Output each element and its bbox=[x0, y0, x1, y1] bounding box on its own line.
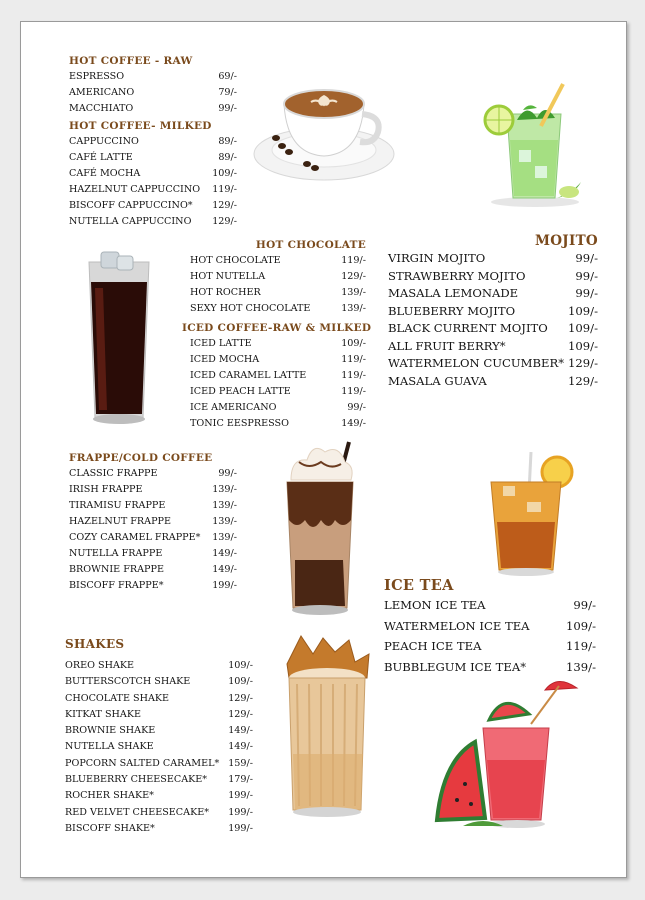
section-shakes bbox=[65, 636, 253, 837]
menu-item bbox=[69, 85, 237, 101]
menu-item bbox=[190, 384, 366, 400]
menu-item bbox=[388, 338, 598, 356]
menu-item bbox=[65, 658, 253, 674]
item-name: PEACH ICE TEA bbox=[384, 639, 482, 653]
menu-item bbox=[190, 336, 366, 352]
menu-item bbox=[190, 352, 366, 368]
item-name: HAZELNUT CAPPUCCINO bbox=[69, 184, 201, 195]
item-name: BLACK CURRENT MOJITO bbox=[388, 321, 548, 335]
biscoff-shake-image bbox=[283, 634, 373, 824]
menu-item bbox=[69, 166, 237, 182]
section-title: FRAPPE/COLD COFFEE bbox=[69, 452, 213, 464]
item-name: MASALA GUAVA bbox=[388, 373, 487, 388]
item-name: ROCHER SHAKE* bbox=[65, 790, 154, 802]
item-name: ICED LATTE bbox=[190, 338, 252, 349]
item-price: 139/- bbox=[212, 500, 237, 511]
menu-item bbox=[388, 250, 598, 268]
item-price: 149/- bbox=[228, 741, 253, 753]
item-price: 129/- bbox=[341, 271, 366, 282]
section-frappe bbox=[69, 451, 237, 594]
item-name: LEMON ICE TEA bbox=[384, 598, 486, 612]
menu-item bbox=[388, 355, 598, 373]
menu-page bbox=[20, 21, 627, 878]
menu-item bbox=[69, 498, 237, 514]
item-price: 129/- bbox=[568, 373, 598, 388]
section-title: ICED COFFEE-RAW & MILKED bbox=[182, 322, 372, 334]
item-price: 99/- bbox=[218, 103, 237, 114]
section-iced-coffee bbox=[182, 321, 372, 432]
menu-item bbox=[69, 134, 237, 150]
item-name: VIRGIN MOJITO bbox=[388, 251, 486, 265]
item-name: MACCHIATO bbox=[69, 103, 134, 114]
frappe-glass-image bbox=[279, 440, 363, 624]
item-price: 199/- bbox=[212, 580, 237, 591]
section-title: SHAKES bbox=[65, 637, 125, 651]
item-name: HOT ROCHER bbox=[190, 287, 261, 298]
item-price: 109/- bbox=[228, 660, 253, 671]
watermelon-drink-image bbox=[433, 680, 579, 832]
menu-item bbox=[190, 269, 366, 285]
section-title: HOT CHOCOLATE bbox=[255, 239, 366, 251]
section-hot-coffee-raw bbox=[69, 54, 237, 117]
menu-item bbox=[69, 150, 237, 166]
menu-item bbox=[65, 788, 253, 804]
menu-item bbox=[69, 198, 237, 214]
menu-item bbox=[69, 530, 237, 546]
item-price: 139/- bbox=[212, 484, 237, 495]
peach-ice-tea-image bbox=[483, 452, 577, 578]
menu-item bbox=[69, 214, 237, 230]
item-name: WATERMELON ICE TEA bbox=[384, 618, 530, 633]
item-price: 69/- bbox=[218, 71, 237, 82]
menu-item bbox=[388, 285, 598, 303]
menu-item bbox=[69, 482, 237, 498]
item-price: 179/- bbox=[228, 774, 253, 786]
item-name: CAFÉ MOCHA bbox=[69, 168, 141, 179]
item-price: 149/- bbox=[341, 418, 366, 429]
item-name: HOT CHOCOLATE bbox=[190, 255, 281, 266]
item-price: 99/- bbox=[218, 468, 237, 479]
item-price: 129/- bbox=[212, 216, 237, 227]
menu-item bbox=[69, 182, 237, 198]
item-name: BROWNIE FRAPPE bbox=[69, 564, 164, 575]
item-price: 129/- bbox=[228, 708, 253, 720]
item-price: 109/- bbox=[566, 618, 596, 633]
menu-item bbox=[190, 253, 366, 269]
section-hot-coffee-milked bbox=[69, 119, 237, 230]
menu-item bbox=[69, 466, 237, 482]
item-price: 199/- bbox=[228, 806, 253, 818]
item-name: CHOCOLATE SHAKE bbox=[65, 692, 170, 704]
item-price: 119/- bbox=[341, 370, 366, 381]
item-price: 109/- bbox=[212, 168, 237, 179]
item-name: ICED PEACH LATTE bbox=[190, 386, 291, 397]
item-name: COZY CARAMEL FRAPPE* bbox=[69, 532, 201, 543]
item-name: BLUEBERRY CHEESECAKE* bbox=[65, 774, 208, 786]
menu-item bbox=[65, 691, 253, 707]
item-name: CLASSIC FRAPPE bbox=[69, 468, 158, 479]
menu-item bbox=[190, 368, 366, 384]
item-price: 139/- bbox=[212, 516, 237, 527]
item-name: ICE AMERICANO bbox=[190, 402, 277, 413]
item-price: 109/- bbox=[568, 338, 598, 353]
item-name: NUTELLA FRAPPE bbox=[69, 548, 163, 559]
item-price: 129/- bbox=[568, 356, 598, 370]
item-name: OREO SHAKE bbox=[65, 660, 135, 671]
menu-item bbox=[65, 674, 253, 690]
item-price: 159/- bbox=[228, 757, 253, 769]
item-price: 109/- bbox=[568, 303, 598, 318]
section-title: HOT COFFEE - RAW bbox=[69, 55, 193, 67]
menu-item bbox=[65, 772, 253, 788]
item-name: CAFÉ LATTE bbox=[69, 152, 133, 163]
item-name: KITKAT SHAKE bbox=[65, 708, 142, 720]
section-ice-tea bbox=[384, 577, 596, 677]
menu-item bbox=[190, 400, 366, 416]
item-name: HAZELNUT FRAPPE bbox=[69, 516, 171, 527]
menu-item bbox=[65, 707, 253, 723]
item-name: ESPRESSO bbox=[69, 71, 125, 82]
item-price: 109/- bbox=[568, 321, 598, 335]
item-price: 89/- bbox=[218, 152, 237, 163]
item-price: 99/- bbox=[347, 402, 366, 413]
menu-item bbox=[388, 268, 598, 286]
item-price: 109/- bbox=[341, 338, 366, 349]
item-price: 139/- bbox=[566, 659, 596, 674]
menu-item bbox=[69, 578, 237, 594]
item-name: TONIC EESPRESSO bbox=[190, 418, 289, 429]
item-name: MASALA LEMONADE bbox=[388, 286, 519, 300]
menu-item bbox=[384, 636, 596, 657]
menu-item bbox=[388, 320, 598, 338]
section-hot-chocolate bbox=[190, 238, 366, 317]
item-price: 139/- bbox=[341, 303, 366, 314]
menu-item bbox=[69, 562, 237, 578]
item-name: POPCORN SALTED CARAMEL* bbox=[65, 757, 220, 769]
item-price: 79/- bbox=[218, 87, 237, 98]
item-price: 199/- bbox=[228, 822, 253, 834]
item-name: BISCOFF CAPPUCCINO* bbox=[69, 200, 193, 211]
section-title: HOT COFFEE- MILKED bbox=[69, 120, 212, 132]
item-name: NUTELLA CAPPUCCINO bbox=[69, 216, 192, 227]
item-name: RED VELVET CHEESECAKE* bbox=[65, 806, 210, 818]
iced-cola-glass-image bbox=[81, 242, 157, 428]
item-price: 129/- bbox=[228, 692, 253, 704]
menu-item bbox=[65, 805, 253, 821]
item-name: ALL FRUIT BERRY* bbox=[388, 338, 506, 353]
item-name: BISCOFF SHAKE* bbox=[65, 822, 155, 834]
item-price: 99/- bbox=[573, 598, 596, 612]
item-price: 139/- bbox=[341, 287, 366, 298]
menu-item bbox=[65, 739, 253, 755]
item-name: SEXY HOT CHOCOLATE bbox=[190, 303, 311, 314]
item-price: 149/- bbox=[212, 548, 237, 559]
item-price: 99/- bbox=[575, 268, 598, 283]
item-price: 89/- bbox=[218, 136, 237, 147]
menu-item bbox=[69, 69, 237, 85]
item-price: 99/- bbox=[575, 251, 598, 265]
section-title: ICE TEA bbox=[384, 577, 454, 594]
menu-item bbox=[69, 546, 237, 562]
mojito-glass-image bbox=[479, 80, 585, 208]
item-name: BROWNIE SHAKE bbox=[65, 725, 156, 737]
item-name: AMERICANO bbox=[69, 87, 135, 98]
item-price: 119/- bbox=[566, 639, 596, 653]
item-name: ICED CARAMEL LATTE bbox=[190, 370, 307, 381]
item-price: 149/- bbox=[228, 725, 253, 737]
menu-item bbox=[190, 285, 366, 301]
menu-item bbox=[65, 723, 253, 739]
item-price: 119/- bbox=[212, 184, 237, 195]
item-price: 109/- bbox=[228, 676, 253, 688]
item-name: IRISH FRAPPE bbox=[69, 484, 143, 495]
menu-item bbox=[384, 616, 596, 637]
item-price: 99/- bbox=[575, 286, 598, 300]
item-price: 149/- bbox=[212, 564, 237, 575]
menu-item bbox=[69, 101, 237, 117]
menu-item bbox=[65, 756, 253, 772]
menu-item bbox=[384, 595, 596, 616]
item-name: WATERMELON CUCUMBER* bbox=[388, 356, 565, 370]
item-name: TIRAMISU FRAPPE bbox=[69, 500, 166, 511]
menu-item bbox=[388, 303, 598, 321]
item-name: NUTELLA SHAKE bbox=[65, 741, 154, 753]
section-mojito bbox=[388, 232, 598, 390]
item-name: ICED MOCHA bbox=[190, 354, 260, 365]
item-price: 119/- bbox=[341, 386, 366, 397]
item-price: 129/- bbox=[212, 200, 237, 211]
menu-item bbox=[388, 373, 598, 391]
item-price: 119/- bbox=[341, 255, 366, 266]
item-name: CAPPUCCINO bbox=[69, 136, 139, 147]
item-name: BUTTERSCOTCH SHAKE bbox=[65, 676, 191, 688]
menu-item bbox=[190, 416, 366, 432]
item-price: 119/- bbox=[341, 354, 366, 365]
item-name: BLUEBERRY MOJITO bbox=[388, 303, 516, 318]
menu-item bbox=[190, 301, 366, 317]
item-name: BUBBLEGUM ICE TEA* bbox=[384, 659, 527, 674]
cappuccino-cup-image bbox=[249, 66, 399, 186]
item-name: BISCOFF FRAPPE* bbox=[69, 580, 164, 591]
item-name: STRAWBERRY MOJITO bbox=[388, 268, 526, 283]
item-price: 139/- bbox=[212, 532, 237, 543]
menu-item bbox=[69, 514, 237, 530]
menu-item bbox=[65, 821, 253, 837]
item-name: HOT NUTELLA bbox=[190, 271, 266, 282]
menu-item bbox=[384, 657, 596, 678]
section-title: MOJITO bbox=[534, 233, 598, 249]
item-price: 199/- bbox=[228, 790, 253, 802]
